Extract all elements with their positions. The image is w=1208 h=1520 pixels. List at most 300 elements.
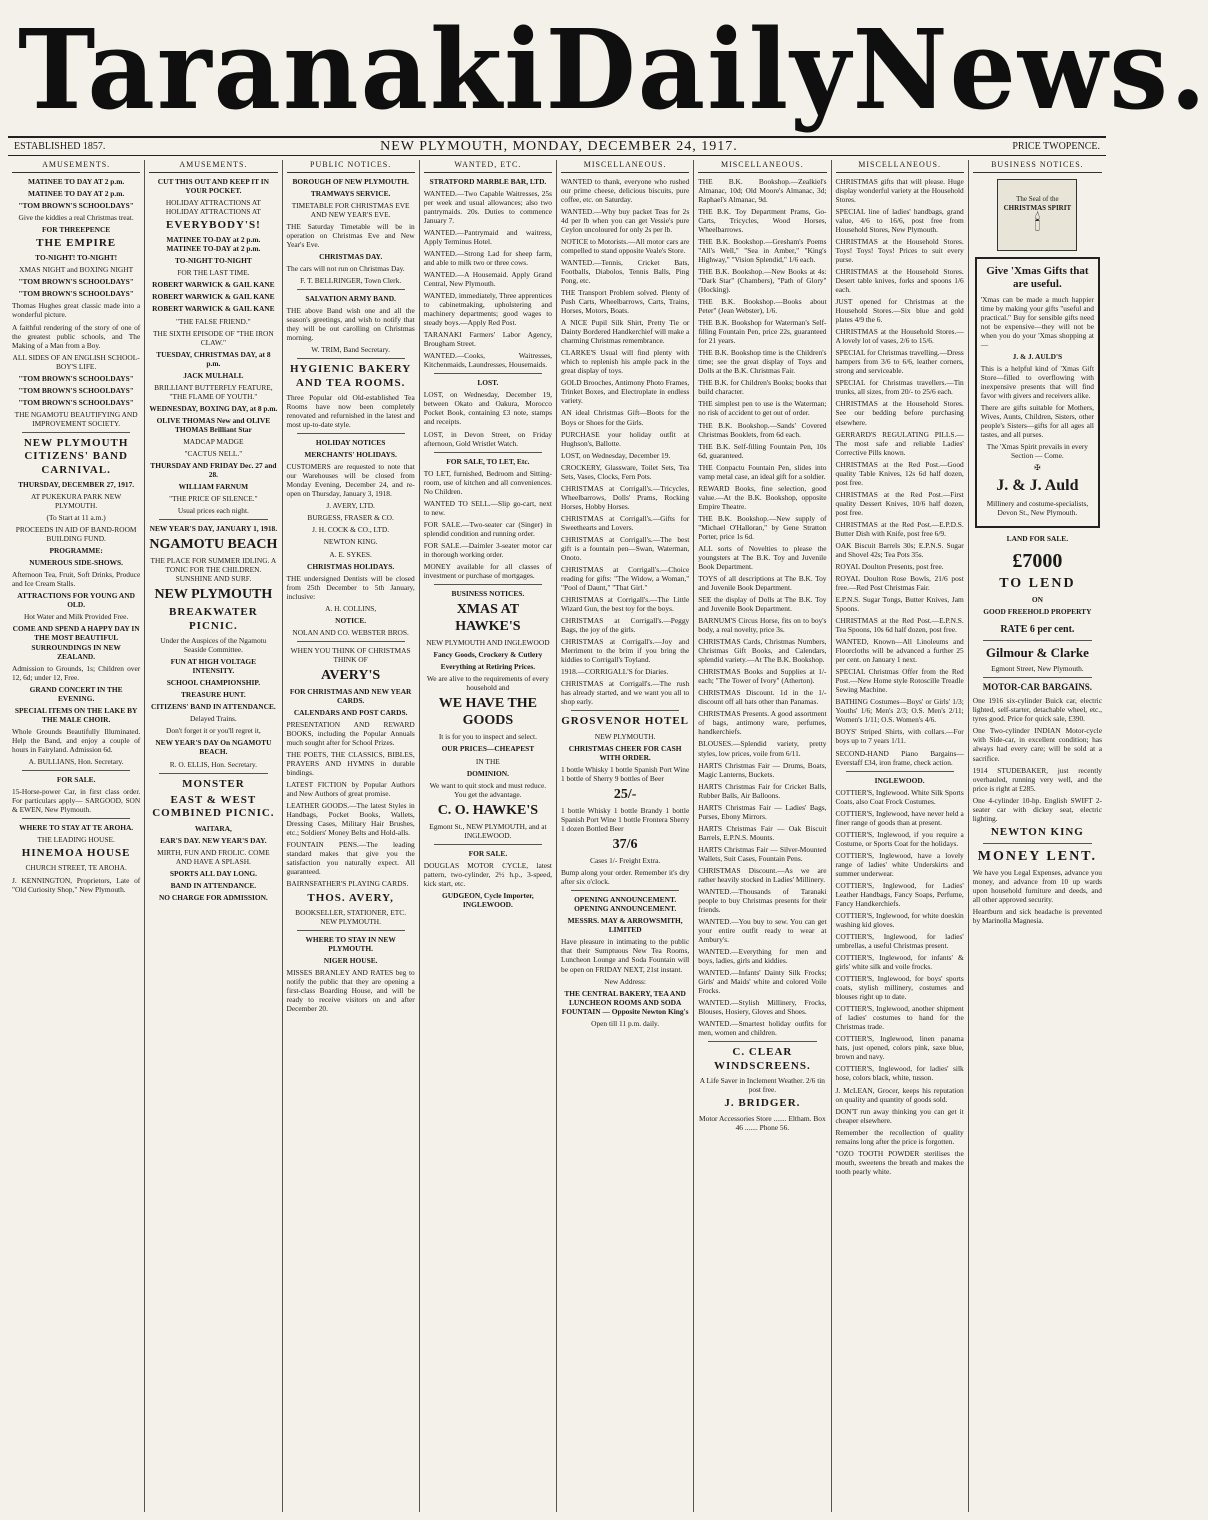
customers-notice: CUSTOMERS are requested to note that our Warehouses will be closed from Monday Evening, December 24, and re-open on Thursday, January 3, 1918. [286, 462, 415, 499]
classified-ad: CHRISTMAS at the Red Post.—E.P.N.S. Tea Spoons, 10s 6d half dozen, post free. [835, 616, 964, 635]
on: ON [1031, 595, 1043, 605]
land-for-sale: LAND FOR SALE. [1006, 533, 1069, 543]
column-heading: AMUSEMENTS. [149, 160, 277, 173]
give-kiddies: Give the kiddies a real Christmas treat. [18, 212, 134, 222]
candle-icon: 🕯 [1034, 210, 1041, 236]
classified-ad: HARTS Christmas Fair — Silver-Mounted Wallets, Suit Cases, Fountain Pens. [698, 844, 827, 863]
divider [297, 433, 405, 434]
niger-house: NIGER HOUSE. [323, 956, 378, 966]
divider [571, 890, 679, 891]
averys: AVERY'S [321, 667, 381, 683]
monster: MONSTER [182, 777, 245, 790]
auld-advert [975, 257, 1100, 528]
special-items: SPECIAL ITEMS ON THE LAKE BY THE MALE CHOIR. [14, 705, 138, 724]
divider [297, 930, 405, 931]
avery: J. AVERY, LTD. [326, 501, 375, 511]
classified-ad: REWARD Books, fine selection, good value.—At the B.K. Bookshop, opposite Empire Theatre. [698, 483, 827, 511]
business-notices: BUSINESS NOTICES. [451, 588, 525, 598]
classified-ad: HARTS Christmas Fair for Cricket Balls, Rubber Balls, Air Balloons. [698, 781, 827, 800]
bookseller: BOOKSELLER, STATIONER, ETC. NEW PLYMOUTH. [295, 907, 407, 926]
classified-ad: OAK Biscuit Barrels 30s; E.P.N.S. Sugar and Shovel 42s; Tea Pots 35s. [835, 540, 964, 559]
tonight: TO-NIGHT! TO-NIGHT! [35, 253, 118, 263]
divider [434, 452, 542, 453]
gudgeon: GUDGEON, Cycle Importer, INGLEWOOD. [442, 890, 534, 909]
classified-ad: J. McLEAN, Grocer, keeps his reputation on quality and quantity of goods sold. [835, 1085, 964, 1104]
studebaker-ad: 1914 STUDEBAKER, just recently overhauled, running very well, and the price is right at £285. [972, 765, 1102, 793]
carnival-date: THURSDAY, DECEMBER 27, 1917. [18, 480, 135, 490]
whole-grounds: Whole Grounds Beautifully Illuminated. Help the Band, and enjoy a couple of hours in Fairyland. Admission 6d. [12, 726, 141, 754]
motor-car-bargains: MOTOR-CAR BARGAINS. [982, 682, 1093, 693]
classified-ad: ALL sorts of Novelties to please the youngsters at The B.K. Toy and Juvenile Book Department. [698, 543, 827, 571]
leather-goods: LEATHER GOODS.—The latest Styles in Handbags, Pocket Books, Wallets, Dressing Cases, Military Hair Brushes, etc.; Soldiers' Money Belts and Hold-alls. [286, 801, 415, 838]
divider [159, 773, 267, 774]
cook: J. H. COCK & CO., LTD. [312, 525, 390, 535]
classified-ad: WANTED.—Thousands of Taranaki people to buy Christmas presents for their friends. [698, 886, 827, 914]
column-heading: MISCELLANEOUS. [836, 160, 964, 173]
our-prices: OUR PRICES—CHEAPEST [441, 744, 535, 754]
classified-ad: CHRISTMAS Books and Supplies at 1/- each; "The Tower of Ivory" (Atherton). [698, 667, 827, 686]
salvation-army: SALVATION ARMY BAND. [305, 294, 396, 304]
tuesday: TUESDAY, CHRISTMAS DAY, at 8 p.m. [156, 349, 271, 368]
classified-ad: E.P.N.S. Sugar Tongs, Butter Knives, Jam Spoons. [835, 595, 964, 614]
no-charge: NO CHARGE FOR ADMISSION. [158, 892, 268, 902]
classified-ad: THE Conpactu Fountain Pen, slides into vamp metal case, an ideal gift for a soldier. [698, 462, 827, 481]
to-let-ad: TO LET, furnished, Bedroom and Sitting-room, use of kitchen and all conveniences. No Children. [423, 468, 552, 496]
cases: Cases 1/- Freight Extra. [590, 856, 661, 866]
fountain-pens: FOUNTAIN PENS.—The leading standard makes that give you the satisfaction you naturally expect. All guaranteed. [286, 840, 415, 877]
amount-7000: £7000 [1012, 549, 1063, 572]
church-street: CHURCH STREET, TE AROHA. [25, 863, 127, 873]
thursday: THURSDAY AND FRIDAY Dec. 27 and 28. [150, 460, 277, 479]
wanted-ad: WANTED.—Two Capable Waitresses, 25s per week and usual allowances; also two pantrymaids. 20s. Duties to commence January 7. [423, 188, 552, 225]
classified-ad: CHRISTMAS Cards, Christmas Numbers, Christmas Gift Books, and Calendars, splendid variety.—At The B.K. Bookshop. [698, 637, 827, 665]
classified-ad: COTTIER'S, Inglewood, have a lovely range of ladies' white Underskirts and summer underwear. [835, 850, 964, 878]
classified-ad: THE simplest pen to use is the Waterman; no risk of accident to get out of order. [698, 399, 827, 418]
band-carnival: NEW PLYMOUTH CITIZENS' BAND CARNIVAL. [23, 436, 129, 476]
classified-ad: 1918.—CORRIGALL'S for Diaries. [561, 667, 669, 677]
presentation-books: PRESENTATION AND REWARD BOOKS, including the Popular Annuals much sought after for School Prizes. [286, 719, 415, 748]
xmas-night: XMAS NIGHT and BOXING NIGHT [19, 265, 134, 275]
notice: NOTICE. [335, 615, 367, 625]
tea-rooms: Three Popular old Old-established Tea Rooms have now been completely renovated and refurnished in the latest and most up-to-date style. [286, 393, 415, 430]
in-the: IN THE [475, 756, 500, 766]
ngamotu-society: THE NGAMOTU BEAUTIFYING AND IMPROVEMENT SOCIETY. [14, 409, 138, 428]
side-shows: NUMEROUS SIDE-SHOWS. [29, 558, 123, 568]
column-heading: BUSINESS NOTICES. [973, 160, 1102, 173]
seal-caption: CHRISTMAS SPIRIT [1003, 203, 1072, 212]
for-xmas-cards: FOR CHRISTMAS AND NEW YEAR CARDS. [289, 686, 412, 705]
jj-aulds: J. & J. AULD'S [1012, 351, 1063, 361]
empire-title: THE EMPIRE [36, 236, 117, 249]
classified-ad: CHRISTMAS at Corrigall's.—Gifts for Sweethearts and Lovers. [561, 513, 690, 532]
bullians: A. BULLIANS, Hon. Secretary. [28, 756, 124, 766]
column-business-notices [969, 160, 1106, 1512]
egmont-st: Egmont St., NEW PLYMOUTH, and at INGLEWOOD. [429, 821, 547, 840]
nolan: NOLAN AND CO. WEBSTER BROS. [292, 627, 409, 637]
classified-ad: CHRISTMAS at Corrigall's.—The Little Wizard Gun, the best toy for the boys. [561, 595, 690, 614]
divider [708, 1041, 816, 1042]
bump: Bump along your order. Remember it's dry after six o'clock. [561, 868, 690, 887]
column-wanted [420, 160, 557, 1512]
classified-ad: COTTIER'S, Inglewood, for boys' sports coats, stylish millinery, costumes and blouses right up to date. [835, 974, 964, 1002]
order-list: 1 bottle Whisky 1 bottle Brandy 1 bottle Spanish Port Wine 1 bottle Frontera Sherry 1 dozen Bottled Beer [561, 806, 690, 834]
schooldays-title: "TOM BROWN'S SCHOOLDAYS" [18, 397, 134, 407]
issue-date: NEW PLYMOUTH, MONDAY, DECEMBER 24, 1917. [380, 138, 738, 154]
pleasure: Have pleasure in intimating to the public that their Sumptuous New Tea Rooms, Luncheon Lounge and Soda Fountain will be open on FRIDAY NEXT, 21st instant. [561, 937, 690, 974]
seal-caption: The Seal of the [1016, 195, 1059, 204]
poets: THE POETS, THE CLASSICS, BIBLES, PRAYERS AND HYMNS in durable bindings. [286, 750, 415, 778]
ngamotu-beach: NGAMOTU BEACH [149, 537, 278, 553]
classified-ad: CHRISTMAS at Corrigall's.—Choice reading for gifts: "The Widow, a Woman," "Pool of Daunt," "That Girl." [561, 564, 690, 592]
classified-ad: SPECIAL for Christmas travelling.—Dress hampers from 3/6 to 6/6, leather corners, strong and serviceable. [835, 348, 964, 376]
for-sale-let: FOR SALE, TO LET, Etc. [446, 456, 530, 466]
tonight: TO-NIGHT TO-NIGHT [174, 256, 252, 266]
classified-ad: WANTED.—Everything for men and boys, ladies, girls and kiddies. [698, 947, 827, 966]
classified-ad: THE B.K. for Children's Books; books that build character. [698, 378, 827, 397]
think: WHEN YOU THINK OF CHRISTMAS THINK OF [290, 645, 411, 664]
classified-ad: CHRISTMAS at Corrigall's.—Peggy Bags, the joy of the girls. [561, 616, 690, 635]
wanted-ad: WANTED.—Cooks, Waitresses, Kitchenmaids, Laundresses, Housemaids. [423, 351, 552, 370]
trim: W. TRIM, Band Secretary. [311, 345, 390, 355]
classified-ad: BOYS' Striped Shirts, with collars.—For boys up to 7 years 1/11. [835, 727, 964, 746]
rate: RATE 6 per cent. [1000, 624, 1075, 636]
classified-ad: THE B.K. Bookshop.—Books about Peter" (Jean Webster), 1/6. [698, 297, 827, 316]
co-hawkes: C. O. HAWKE'S [437, 802, 539, 818]
hygienic-bakery: HYGIENIC BAKERY AND TEA ROOMS. [289, 363, 412, 389]
wednesday: WEDNESDAY, BOXING DAY, at 8 p.m. [149, 403, 278, 413]
xmas-made: 'Xmas can be made a much happier time by making your gifts "useful and practical." Buy for sensible gifts need not be expensive—they will not be when you do your 'Xmas shopping at— [980, 294, 1094, 349]
may-arrowsmith: MESSRS. MAY & ARROWSMITH, LIMITED [567, 916, 683, 935]
classified-ad: THE B.K. Bookshop.—Sands' Covered Christmas Booklets, from 6d each. [698, 420, 827, 439]
waitara-date: EAR'S DAY. NEW YEAR'S DAY. [160, 835, 267, 845]
classified-ad: WANTED to thank, everyone who rushed our prime cheese, delicious biscuits, pure coffee, etc. on Saturday. [561, 176, 690, 204]
established: ESTABLISHED 1857. [14, 141, 106, 152]
classified-ad: THE B.K. Toy Department Prams, Go-Carts, Tricycles, Wood Horses, Wheelbarrows. [698, 206, 827, 234]
burgess: BURGESS, FRASER & CO. [307, 513, 394, 523]
column-heading: PUBLIC NOTICES. [287, 160, 415, 173]
column-heading: MISCELLANEOUS. [698, 160, 826, 173]
holiday-attractions: HOLIDAY ATTRACTIONS AT HOLIDAY ATTRACTIONS AT [165, 197, 261, 216]
classified-ad: CROCKERY, Glassware, Toilet Sets, Tea Sets, Vases, Clocks, Fern Pots. [561, 462, 690, 481]
masthead-word-news: News. [852, 4, 1208, 134]
price-37: 37/6 [612, 837, 638, 853]
give-xmas-gifts: Give 'Xmas Gifts that are useful. [986, 264, 1089, 291]
classified-ad: CHRISTMAS at the Red Post.—E.P.D.S. Butter Dish with Knife, post free 6/9. [835, 519, 964, 538]
fancy-goods: Fancy Goods, Crockery & Cutlery [433, 650, 543, 660]
last-time: FOR THE LAST TIME. [177, 268, 250, 278]
classified-ad: NOTICE to Motorists.—All motor cars are compelled to stand opposite Veale's Store. [561, 236, 690, 255]
madcap-madge: MADCAP MADGE [183, 436, 244, 446]
wanted-ad: WANTED.—A Housemaid. Apply Grand Central, New Plymouth. [423, 270, 552, 289]
breakwater-picnic: BREAKWATER PICNIC. [169, 606, 258, 632]
hawkes-location: NEW PLYMOUTH AND INGLEWOOD [426, 638, 550, 648]
faithful-text: A faithful rendering of the story of one of the greatest public schools, and The Making of a Man from a Boy. [12, 322, 141, 350]
warwick: ROBERT WARWICK & GAIL KANE [152, 280, 275, 290]
dont-forget: Don't forget it or you'll regret it, [166, 726, 261, 736]
heartburn: Heartburn and sick headache is prevented by Marinolla Magnesia. [972, 907, 1102, 926]
classified-ad: WANTED, Known—All Linoleums and Floorcloths will be advanced a further 25 per cent. on January 1 next. [835, 637, 964, 665]
grand-concert: GRAND CONCERT IN THE EVENING. [29, 684, 123, 703]
divider [297, 358, 405, 359]
butterfly: BRILLIANT BUTTERFLY FEATURE, "THE FLAME OF YOUTH." [154, 382, 273, 401]
column-miscellaneous-3 [832, 160, 969, 1512]
classified-ad: CHRISTMAS at Corrigall's.—Joy and Merriment to the brim if you bring the kiddies to Corrigall's Toyland. [561, 637, 690, 665]
classified-ad: Remember the recollection of quality remains long after the price is forgotten. [835, 1127, 964, 1146]
money-ad: MONEY available for all classes of investment or purchase of mortgages. [423, 561, 552, 580]
bellringer: F. T. BELLRINGER, Town Clerk. [300, 276, 402, 286]
inspect: It is for you to inspect and select. [438, 732, 537, 742]
price-of-silence: "THE PRICE OF SILENCE." [169, 494, 258, 503]
bairnsfather: BAIRNSFATHER'S PLAYING CARDS. [286, 879, 409, 889]
classified-ad: THE B.K. Self-filling Fountain Pen, 10s 6d, guaranteed. [698, 441, 827, 460]
helpful-store: This is a helpful kind of 'Xmas Gift Store—filled to overflowing with inexpensive presents that will find favor with givers and receivers alike. [980, 363, 1094, 400]
wanted-sell: WANTED TO SELL.—Slip go-cart, next to new. [423, 498, 552, 517]
threepence: FOR THREEPENCE [42, 224, 111, 234]
calendars: CALENDARS AND POST CARDS. [293, 707, 408, 717]
warwick: ROBERT WARWICK & GAIL KANE [152, 304, 275, 314]
divider [434, 584, 542, 585]
christmas-holidays: CHRISTMAS HOLIDAYS. [307, 561, 395, 571]
schooldays-title: "TOM BROWN'S SCHOOLDAYS" [18, 373, 134, 383]
schooldays-title: "TOM BROWN'S SCHOOLDAYS" [18, 200, 134, 210]
want-quit: We want to quit stock and must reduce. You get the advantage. [429, 780, 547, 799]
cut-out: CUT THIS OUT AND KEEP IT IN YOUR POCKET. [157, 176, 269, 195]
ellis: R. O. ELLIS, Hon. Secretary. [169, 759, 257, 769]
christmas-day: CHRISTMAS DAY. [319, 251, 383, 261]
wanted-ad: WANTED.—Pantrymaid and waitress, Apply Terminus Hotel. [423, 227, 552, 246]
divider [983, 843, 1092, 844]
olive-thomas: OLIVE THOMAS New and OLIVE THOMAS Brilliant Star [156, 415, 271, 434]
classified-ad: SEE the display of Dolls at The B.K. Toy and Juvenile Book Department. [698, 595, 827, 614]
school-championship: SCHOOL CHAMPIONSHIP. [166, 678, 261, 688]
tramways: TRAMWAYS SERVICE. [310, 188, 391, 198]
for-sale-heading: FOR SALE. [468, 848, 508, 858]
column-miscellaneous-2 [694, 160, 831, 1512]
new-address: New Address: [604, 976, 646, 986]
for-sale-heading: FOR SALE. [56, 774, 96, 784]
classified-ad: SECOND-HAND Piano Bargains—Everstaff £34, iron frame, check action. [835, 748, 964, 767]
classified-ad: CHRISTMAS at Corrigall's.—The rush has already started, and we want you all to shop early. [561, 679, 690, 707]
classified-ad: WANTED.—Stylish Millinery, Frocks, Blouses, Hosiery, Gloves and Shoes. [698, 998, 827, 1017]
classified-ad: CHRISTMAS at Corrigall's.—The best gift is a fountain pen—Swan, Waterman, Onoto. [561, 534, 690, 562]
money-lent-text: We have you Legal Expenses, advance you money, and advance from 10 up wards upon household furniture and deeds, and all other approved security. [972, 868, 1102, 905]
schooldays-title: "TOM BROWN'S SCHOOLDAYS" [18, 277, 134, 287]
fiction: LATEST FICTION by Popular Authors and New Authors of great promise. [286, 780, 415, 799]
classified-ad: COTTIER'S, Inglewood, if you require a Costume, or Sports Coat for the holidays. [835, 829, 964, 848]
classified-ad: ROYAL Doulton Rose Bowls, 21/6 post free.—Red Post Christmas Fair. [835, 573, 964, 592]
classified-ad: ROYAL Doulton Presents, post free. [835, 561, 944, 571]
schooldays-title: "TOM BROWN'S SCHOOLDAYS" [18, 289, 134, 299]
everybodys: EVERYBODY'S! [166, 218, 261, 231]
classified-ad: THE B.K. Bookshop.—New Books at 4s: "Dark Star" (Chambers), "Path of Glory" (Hocking). [698, 267, 827, 295]
masthead-word-daily: Daily [545, 4, 853, 134]
classified-ad: THE Transport Problem solved. Plenty of Push Carts, Wheelbarrows, Carts, Trains, Horses, Motors, Boats. [561, 288, 690, 316]
farnum: WILLIAM FARNUM [178, 481, 249, 491]
grosvenor-hotel: GROSVENOR HOTEL [561, 715, 690, 728]
above-all: We are alive to the requirements of every household and [426, 674, 549, 693]
false-friend: "THE FALSE FRIEND." [176, 316, 251, 326]
inglewood-heading: INGLEWOOD. [874, 775, 925, 785]
column-heading: AMUSEMENTS. [12, 160, 140, 173]
gilmour-clarke: Gilmour & Clarke [985, 645, 1089, 661]
classified-ad: HARTS Christmas Fair — Ladies' Bags, Purses, Ebony Mirrors. [698, 802, 827, 821]
classified-ad: TOYS of all descriptions at The B.K. Toy and Juvenile Book Department. [698, 573, 827, 592]
classified-ad: CHRISTMAS at the Red Post.—Good quality Table Knives, 12s 6d half dozen, post free. [835, 459, 964, 487]
horse-power-car: 15-Horse-power Car, in first class order. For particulars apply— SARGOOD, SON & EWEN, New Plymouth. [12, 786, 141, 814]
divider [159, 519, 267, 520]
warwick: ROBERT WARWICK & GAIL KANE [152, 292, 275, 302]
masthead [18, 4, 1208, 134]
timetable: TIMETABLE FOR CHRISTMAS EVE AND NEW YEAR'S EVE. [291, 200, 410, 219]
classified-ad: SPECIAL Christmas Offer from the Red Post.—New Home style Rotoscille Treadle Sewing Machine. [835, 667, 964, 695]
matinee-line: MATINEE TO DAY AT 2 p.m. [27, 188, 125, 198]
column-public-notices [283, 160, 420, 1512]
no-cars: The cars will not run on Christmas Day. [286, 264, 405, 273]
classified-ad: COTTIER'S, Inglewood, for white doeskin washing kid gloves. [835, 910, 964, 929]
te-aroha-heading: WHERE TO STAY AT TE AROHA. [19, 823, 134, 832]
classified-ad: COTTIER'S, Inglewood, for ladies' silk hose, colors black, white, tusson. [835, 1064, 964, 1083]
citizens-band: CITIZENS' BAND IN ATTENDANCE. [151, 702, 276, 712]
divider [434, 373, 542, 374]
programme: PROGRAMME: [49, 546, 103, 556]
divider [297, 289, 405, 290]
classified-ad: WANTED.—Infants' Dainty Silk Frocks; Girls' and Maids' white and colored Voile Frocks. [698, 968, 827, 996]
column-amusements-1 [8, 160, 145, 1512]
classified-ad: "OZO TOOTH POWDER sterilises the mouth, sweetens the breath and makes the tooth pearly white. [835, 1148, 964, 1176]
hot-water: Hot Water and Milk Provided Free. [23, 612, 129, 622]
classified-ad: DON'T run away thinking you can get it cheaper elsewhere. [835, 1106, 964, 1125]
new-years-day: NEW YEAR'S DAY On NGAMOTU BEACH. [155, 738, 272, 757]
classified-ad: COTTIER'S, Inglewood, another shipment of ladies' costumes to hand for the Christmas trade. [835, 1004, 964, 1032]
new-year: NEW YEAR'S DAY, JANUARY 1, 1918. [149, 524, 278, 534]
price-25: 25/- [613, 786, 637, 802]
thos-avery: THOS. AVERY, [307, 891, 394, 904]
good-freehold: GOOD FREEHOLD PROPERTY [983, 607, 1092, 617]
divider [297, 641, 405, 642]
classified-ad: BLOUSES.—Splendid variety, pretty styles, low prices, voile from 6/11. [698, 739, 827, 758]
column-heading: MISCELLANEOUS. [561, 160, 689, 173]
column-miscellaneous-1 [557, 160, 694, 1512]
for-sale-ad: FOR SALE.—Two-seater car (Singer) in splendid condition and running order. [423, 519, 552, 538]
come-spend: COME AND SPEND A HAPPY DAY IN THE MOST BEAUTIFUL SURROUNDINGS IN NEW ZEALAND. [12, 624, 140, 661]
classified-ad: COTTIER'S, Inglewood. White Silk Sports Coats, also Coat Frock Costumes. [835, 787, 964, 806]
fun: FUN AT HIGH VOLTAGE INTENSITY. [170, 657, 257, 676]
matinee-line: MATINEE TO DAY AT 2 p.m. [27, 176, 125, 186]
classified-ad: LOST, on Wednesday, December 19. [561, 450, 671, 460]
classified-ad: PURCHASE your holiday outfit at Hughson's, Ballotte. [561, 429, 690, 448]
indian-ad: One Two-cylinder INDIAN Motor-cycle with Side-car, in excellent condition; has always had every care; will be sold at a sacrifice. [972, 726, 1102, 763]
divider [571, 710, 679, 711]
band-attendance: BAND IN ATTENDANCE. [170, 880, 257, 890]
columns [8, 160, 1106, 1512]
kennington: J. KENNINGTON, Proprietors, Late of "Old Curiosity Shop," New Plymouth. [12, 875, 141, 894]
saturday-timetable: THE Saturday Timetable will be in operation on Christmas Eve and New Year's Eve. [286, 221, 415, 249]
bridger: J. BRIDGER. [724, 1097, 801, 1110]
xmas-spirit: The 'Xmas Spirit prevails in every Section — Come. [986, 442, 1089, 461]
hughes-text: Thomas Hughes great classic made into a wonderful picture. [12, 301, 141, 320]
lost-ad: LOST, on Wednesday, December 19, between Okato and Oakura, Morocco Pocket Book, containing £3 note, stamps and receipts. [423, 390, 552, 427]
wanted-ad: WANTED, immediately, Three apprentices to cabinetmaking, upholstering and machinery departments; good wages to steady boys.—Apply Red Post. [423, 291, 552, 328]
auspices: Under the Auspices of the Ngamotu Seaside Committee. [160, 636, 267, 655]
classified-ad: THE B.K. Bookshop time is the Children's time; see the great display of Toys and Dolls at the B.K. Christmas Fair. [698, 348, 827, 376]
classified-ad: WANTED.—Tennis, Cricket Bats, Footballs, Diabolos, Tennis Balls, Ping Pong, etc. [561, 258, 690, 286]
stratford-marble-bar: STRATFORD MARBLE BAR, LTD. [429, 176, 547, 186]
mirth: MIRTH, FUN AND FROLIC. COME AND HAVE A SPLASH. [157, 847, 270, 866]
price: PRICE TWOPENCE. [1012, 141, 1100, 152]
classified-ad: COTTIER'S, Inglewood, for Ladies' Leather Handbags, Fancy Soaps, Perfume, Fancy Handkerchiefs. [835, 880, 964, 908]
classified-ad: CHRISTMAS at the Household Stores. Desert table knives, forks and spoons 1/6 each. [835, 267, 964, 295]
band-notice: THE above Band wish one and all the season's greetings, and wish to notify that they will be out carolling on Christmas morning. [286, 306, 415, 343]
pukekura: AT PUKEKURA PARK NEW PLYMOUTH. [31, 492, 122, 511]
ornament-icon: ✠ [1034, 463, 1041, 473]
swift-ad: One 4-cylinder 10-hp. English SWIFT 2-seater car with dickey seat, electric lighting. [972, 795, 1102, 823]
admission: Admission to Grounds, 1s; Children over 12, 6d; under 12, Free. [12, 663, 141, 682]
classified-ad: GERRARD'S REGULATING PILLS.—The most safe and reliable Ladies' Corrective Pills known. [835, 429, 964, 457]
dominion: DOMINION. [466, 768, 509, 778]
divider [983, 677, 1092, 678]
dateline [8, 136, 1106, 156]
leading-house: THE LEADING HOUSE. [37, 835, 115, 845]
motor-accessories: Motor Accessories Store ....... Eltham. Box 46 ....... Phone 56. [699, 1113, 826, 1132]
newton-king: NEWTON KING. [323, 537, 378, 547]
divider [434, 844, 542, 845]
classified-ad: CHRISTMAS Discount. 1d in the 1/- discount off all hats other than Panamas. [698, 688, 827, 707]
waitara: WAITARA, [194, 823, 232, 833]
c-clear: C. CLEAR WINDSCREENS. [714, 1046, 811, 1072]
summer-tonic: THE PLACE FOR SUMMER IDLING. A TONIC FOR THE CHILDREN. SUNSHINE AND SURF. [150, 556, 277, 584]
borough: BOROUGH OF NEW PLYMOUTH. [292, 176, 409, 186]
lost-heading: LOST. [477, 378, 499, 388]
labor-agency: TARANAKI Farmers' Labor Agency, Brougham Street. [423, 330, 552, 349]
classified-ad: HARTS Christmas Fair — Oak Biscuit Barrels, E.P.N.S. Mounts. [698, 823, 827, 842]
to-lend: TO LEND [999, 576, 1076, 592]
have-the-goods: WE HAVE THE GOODS [438, 696, 538, 729]
classified-ad: THE B.K. Bookshop.—Zealkiel's Almanac, 10d; Old Moore's Almanac, 3d; Raphael's Almanac, 9d. [698, 176, 827, 204]
holiday-notices: HOLIDAY NOTICES [315, 438, 386, 448]
classified-ad: SPECIAL line of ladies' handbags, grand value, 4/6 to 16/6, post free from Household Stores, New Plymouth. [835, 206, 964, 234]
classified-ad: THE B.K. Bookshop for Waterman's Self-filling Fountain Pen, price 22s, guaranteed for 21 years. [698, 318, 827, 346]
classified-ad: CHRISTMAS gifts that will please. Huge display wonderful variety at the Household Stores. [835, 176, 964, 204]
classified-ad: CLARKE'S Usual will find plenty with which to replenish his ample pack in the great display of toys. [561, 348, 690, 376]
classified-ad: COTTIER'S, Inglewood, have never held a finer range of goods than at present. [835, 808, 964, 827]
lost-ad: LOST, in Devon Street, on Friday afternoon, Gold Wristlet Watch. [423, 429, 552, 448]
retiring-prices: Everything at Retiring Prices. [440, 662, 536, 672]
central-bakery: THE CENTRAL BAKERY, TEA AND LUNCHEON ROOMS AND SODA FOUNTAIN — Opposite Newton King's [561, 988, 689, 1016]
classified-ad: CHRISTMAS Presents. A good assortment of bags, antimony ware, perfumes, handkerchiefs. [698, 709, 827, 737]
classified-ad: COTTIER'S, Inglewood, for infants' & girls' white silk and voile frocks. [835, 953, 964, 972]
iron-claw: THE SIXTH EPISODE OF "THE IRON CLAW." [153, 328, 274, 347]
classified-ad: BATHING Costumes—Boys' or Girls' 1/3; Youths' 1/6; Men's 2/3; O.S. Men's 2/11; Women's 1/11; O.S. Women's 4/6. [835, 697, 964, 725]
new-plymouth: NEW PLYMOUTH [154, 587, 273, 603]
life-saver: A Life Saver in Inclement Weather. 2/6 tin post free. [699, 1076, 826, 1095]
divider [22, 818, 130, 819]
classified-ad: CHRISTMAS Discount.—As we are rather heavily stocked in Ladies' Millinery. [698, 865, 827, 884]
classified-ad: CHRISTMAS at the Household Stores.—A lovely lot of vases, 2/6 to 15/6. [835, 327, 964, 346]
douglas-motorcycle: DOUGLAS MOTOR CYCLE, latest pattern, two-cylinder, 2½ h.p., 3-speed, kick start, etc. [423, 860, 552, 888]
millinery: Millinery and costume-specialists, Devon St., New Plymouth. [986, 498, 1089, 517]
classified-ad: BARNUM'S Circus Horse, fits on to boy's body, a real novelty, price 3s. [698, 616, 827, 635]
masthead-word-taranaki: Taranaki [18, 4, 546, 134]
classified-ad: HARTS Christmas Fair — Drums, Boats, Magic Lanterns, Buckets. [698, 760, 827, 779]
treasure-hunt: TREASURE HUNT. [181, 690, 246, 700]
classified-ad: JUST opened for Christmas at the Household Stores.—Six blue and gold plates 4/9 the 6. [835, 297, 964, 325]
opening-announcement: OPENING ANNOUNCEMENT. OPENING ANNOUNCEMENT. [574, 895, 677, 914]
newton-king: NEWTON KING [990, 825, 1084, 838]
matinee: MATINEE TO-DAY at 2 p.m. MATINEE TO-DAY at 2 p.m. [166, 235, 261, 254]
collins: A. H. COLLINS, [325, 603, 377, 613]
xmas-at-hawkes: XMAS AT HAWKE'S [455, 601, 521, 635]
classified-ad: AN ideal Christmas Gift—Boots for the Boys or Shoes for the Girls. [561, 408, 690, 427]
